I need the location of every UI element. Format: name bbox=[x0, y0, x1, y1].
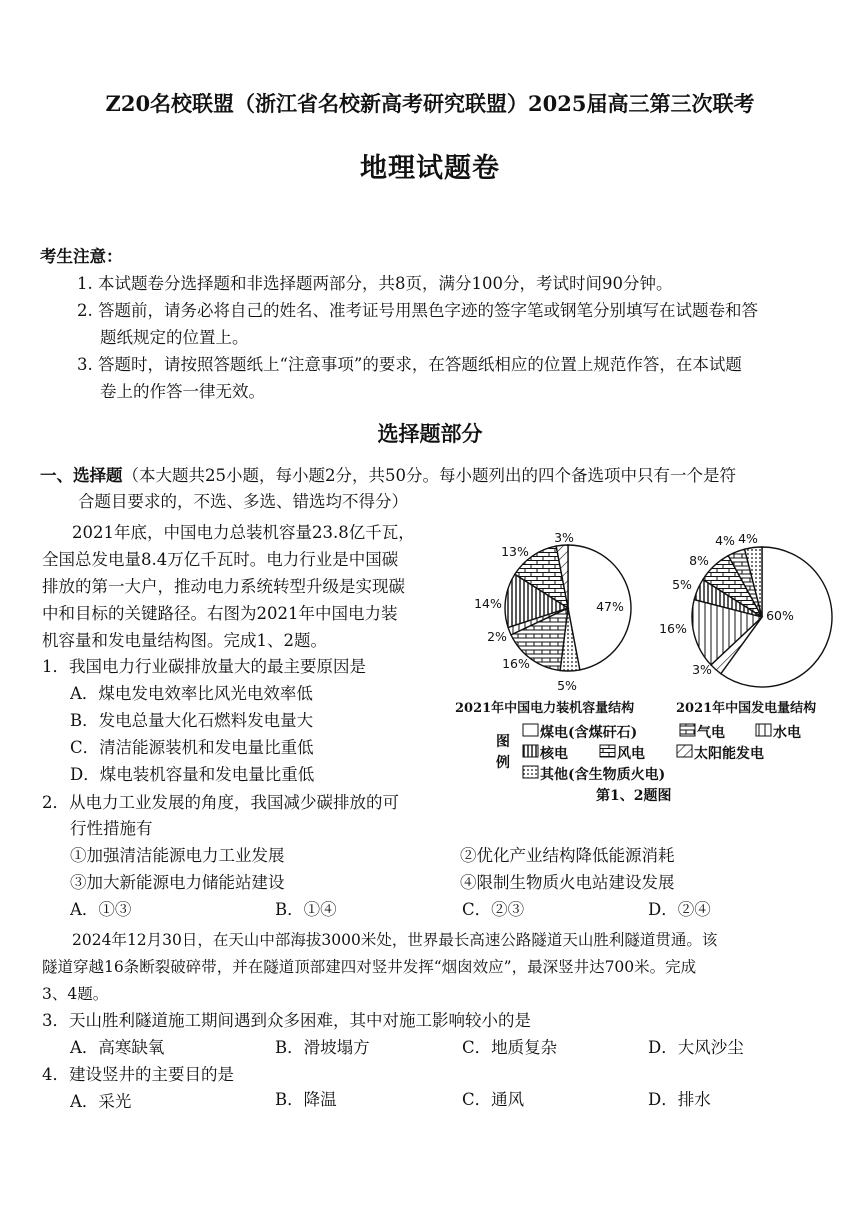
q2-item-1: ①加强清洁能源电力工业发展 bbox=[70, 846, 285, 865]
passage2-line-2: 隧道穿越16条断裂破碎带，并在隧道顶部建四对竖井发挥“烟囱效应”，最深竖井达700米。完成 bbox=[42, 958, 697, 976]
q2-stem-cont: 行性措施有 bbox=[70, 819, 153, 838]
pie-data-label: 5% bbox=[557, 678, 577, 693]
pie-data-label: 13% bbox=[501, 544, 529, 559]
part-desc: （本大题共25小题，每小题2分，共50分。每小题列出的四个备选项中只有一个是符 bbox=[122, 466, 736, 485]
passage1-line-4: 中和目标的关键路径。右图为2021年中国电力装 bbox=[42, 604, 398, 623]
legend-swatch-coal bbox=[523, 724, 538, 736]
notice-item-2-cont: 题纸规定的位置上。 bbox=[100, 328, 249, 347]
q2-option-d[interactable]: D．②④ bbox=[648, 900, 711, 919]
q3-option-c[interactable]: C．地质复杂 bbox=[462, 1038, 558, 1057]
legend-label-other: 其他(含生物质火电) bbox=[540, 767, 666, 783]
pie-data-label: 3% bbox=[554, 530, 574, 545]
pie-data-label: 47% bbox=[596, 599, 624, 614]
section-title: 选择题部分 bbox=[377, 421, 483, 446]
passage1-line-5: 机容量和发电量结构图。完成1、2题。 bbox=[42, 631, 327, 650]
passage1-line-1: 2021年底，中国电力总装机容量23.8亿千瓦， bbox=[72, 523, 415, 542]
passage1-line-2: 全国总发电量8.4万亿千瓦时。电力行业是中国碳 bbox=[42, 550, 399, 569]
q1-option-b[interactable]: B．发电总量大化石燃料发电量大 bbox=[70, 711, 314, 730]
q3-stem: 3．天山胜利隧道施工期间遇到众多困难，其中对施工影响较小的是 bbox=[42, 1011, 531, 1030]
passage2-line-1: 2024年12月30日，在天山中部海拔3000米处，世界最长高速公路隧道天山胜利隧道贯通。该 bbox=[72, 931, 718, 949]
legend-label-hydro: 水电 bbox=[773, 725, 801, 741]
legend-title-2: 例 bbox=[496, 755, 510, 771]
q4-option-b[interactable]: B．降温 bbox=[275, 1090, 337, 1109]
q4-stem: 4．建设竖井的主要目的是 bbox=[42, 1065, 234, 1084]
caption-capacity: 2021年中国电力装机容量结构 bbox=[455, 701, 635, 716]
q4-option-a[interactable]: A．采光 bbox=[70, 1092, 132, 1111]
q2-item-3: ③加大新能源电力储能站建设 bbox=[70, 873, 285, 892]
caption-generation: 2021年中国发电量结构 bbox=[676, 701, 817, 716]
legend-swatch-wind bbox=[600, 745, 615, 757]
legend-swatch-hydro bbox=[756, 724, 771, 736]
q2-item-2: ②优化产业结构降低能源消耗 bbox=[460, 846, 675, 865]
q1-stem: 1．我国电力行业碳排放量大的最主要原因是 bbox=[42, 657, 366, 676]
exam-header-title: Z20名校联盟（浙江省名校新高考研究联盟）2025届高三第三次联考 bbox=[105, 91, 755, 116]
exam-subject-title: 地理试题卷 bbox=[360, 153, 500, 184]
pie-data-label: 5% bbox=[672, 577, 692, 592]
pie-charts bbox=[450, 520, 845, 700]
q2-stem: 2．从电力工业发展的角度，我国减少碳排放的可 bbox=[42, 793, 399, 812]
pie-data-label: 14% bbox=[474, 596, 502, 611]
pie-data-label: 16% bbox=[502, 656, 530, 671]
pie-data-label: 4% bbox=[715, 533, 735, 548]
part-label: 一、选择题 bbox=[40, 466, 123, 485]
q3-option-a[interactable]: A．高寒缺氧 bbox=[70, 1038, 165, 1057]
pie-generation bbox=[659, 531, 832, 687]
notice-heading: 考生注意： bbox=[40, 247, 123, 266]
pie-data-label: 3% bbox=[692, 662, 712, 677]
figure-label: 第1、2题图 bbox=[596, 788, 672, 804]
legend-swatch-gas bbox=[680, 724, 695, 736]
notice-item-2: 2. 答题前，请务必将自己的姓名、准考证号用黑色字迹的签字笔或钢笔分别填写在试题卷和答 bbox=[77, 301, 758, 320]
legend-title-1: 图 bbox=[496, 734, 510, 750]
legend-label-gas: 气电 bbox=[697, 725, 725, 741]
pie-data-label: 16% bbox=[659, 621, 687, 636]
legend-label-wind: 风电 bbox=[617, 746, 645, 762]
pie-data-label: 2% bbox=[487, 629, 507, 644]
notice-item-1: 1. 本试题卷分选择题和非选择题两部分，共8页，满分100分，考试时间90分钟。 bbox=[77, 274, 673, 293]
legend-swatch-solar bbox=[677, 745, 692, 757]
passage2-line-3: 3、4题。 bbox=[42, 985, 109, 1003]
legend-swatch-nuclear bbox=[523, 745, 538, 757]
q3-option-d[interactable]: D．大风沙尘 bbox=[648, 1038, 744, 1057]
q4-option-d[interactable]: D．排水 bbox=[648, 1090, 711, 1109]
pie-capacity bbox=[474, 530, 631, 693]
pie-data-label: 60% bbox=[766, 608, 794, 623]
pie-data-label: 4% bbox=[738, 531, 758, 546]
legend-swatch-other bbox=[523, 766, 538, 778]
passage1-line-3: 排放的第一大户，推动电力系统转型升级是实现碳 bbox=[42, 577, 405, 596]
legend-label-coal: 煤电(含煤矸石) bbox=[540, 725, 638, 741]
pie-data-label: 8% bbox=[689, 553, 709, 568]
part-heading bbox=[40, 462, 736, 489]
q2-option-c[interactable]: C．②③ bbox=[462, 900, 525, 919]
legend-label-nuclear: 核电 bbox=[540, 746, 568, 762]
q1-option-a[interactable]: A．煤电发电效率比风光电效率低 bbox=[70, 684, 313, 703]
q1-option-c[interactable]: C．清洁能源装机和发电量比重低 bbox=[70, 738, 314, 757]
part-desc-cont: 合题目要求的，不选、多选、错选均不得分） bbox=[78, 492, 408, 511]
notice-item-3: 3. 答题时，请按照答题纸上“注意事项”的要求，在答题纸相应的位置上规范作答，在本试题 bbox=[77, 355, 742, 374]
legend-label-solar: 太阳能发电 bbox=[694, 746, 764, 762]
q2-item-4: ④限制生物质火电站建设发展 bbox=[460, 873, 675, 892]
q2-option-a[interactable]: A．①③ bbox=[70, 900, 132, 919]
q4-option-c[interactable]: C．通风 bbox=[462, 1090, 525, 1109]
q1-option-d[interactable]: D．煤电装机容量和发电量比重低 bbox=[70, 765, 315, 784]
q2-option-b[interactable]: B．①④ bbox=[275, 900, 337, 919]
q3-option-b[interactable]: B．滑坡塌方 bbox=[275, 1038, 370, 1057]
notice-item-3-cont: 卷上的作答一律无效。 bbox=[100, 382, 265, 401]
